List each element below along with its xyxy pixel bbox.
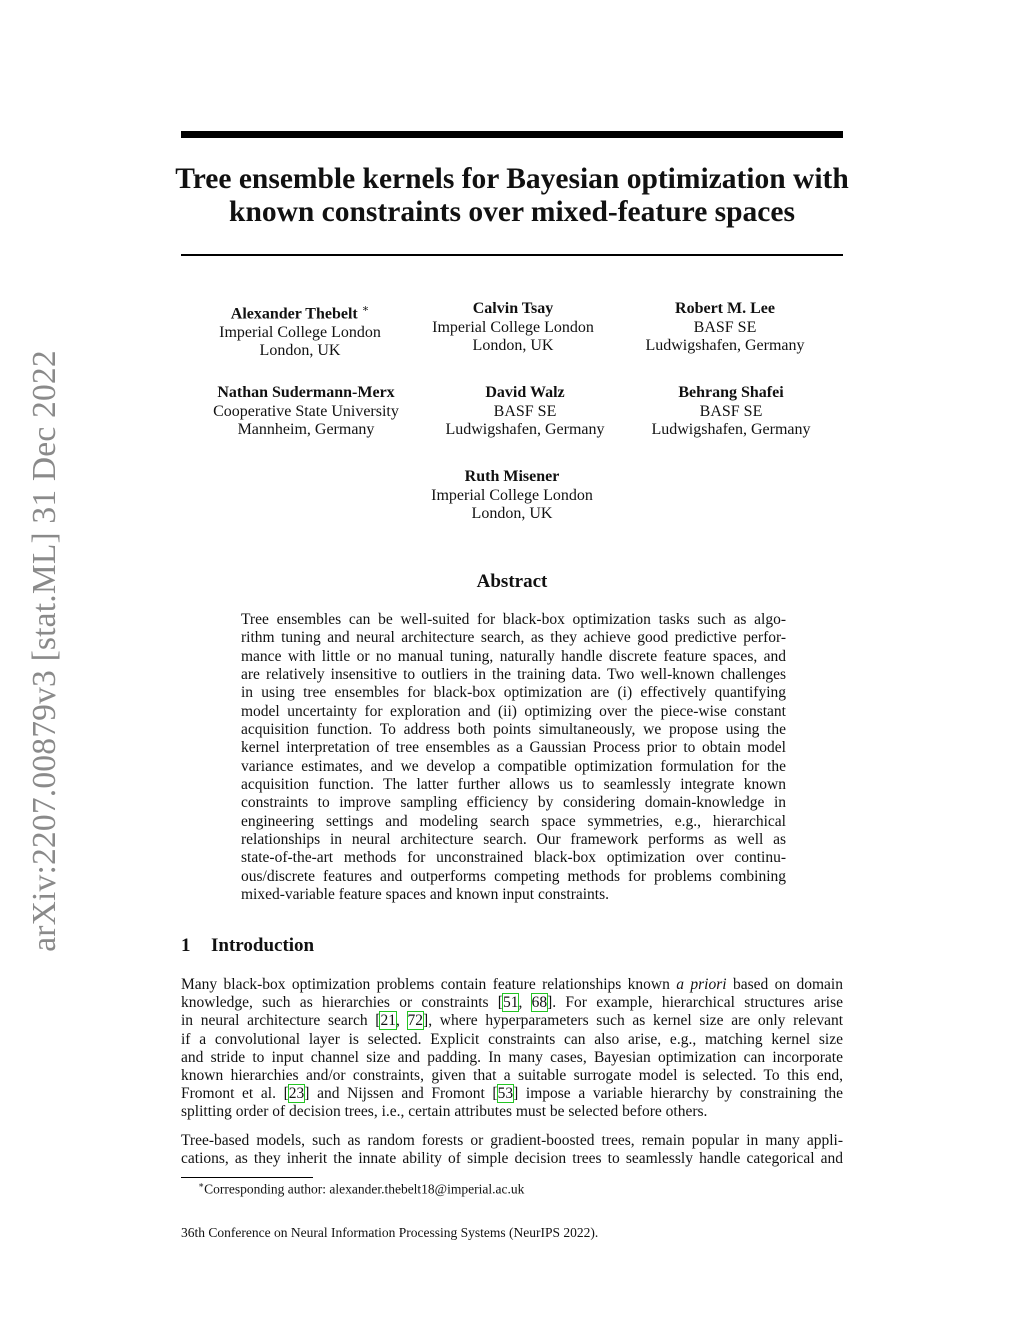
title-line-2: known constraints over mixed-feature spaces — [229, 196, 795, 228]
abstract-line: model uncertainty for exploration and (ii) optimizing over the piece-wise constant — [241, 702, 786, 720]
abstract-line: kernel interpretation of tree ensembles as a Gaussian Process prior to obtain model — [241, 739, 786, 757]
author-name: David Walz — [485, 384, 565, 401]
abstract-line: variance estimates, and we develop a compatible optimization formulation for the — [241, 757, 786, 775]
paragraph-line: in neural architecture search [21, 72], where hyperparameters such as kernel size are only relevant — [181, 1012, 844, 1030]
author-location: London, UK — [472, 337, 554, 354]
author-name: Alexander Thebelt ∗ — [230, 303, 370, 323]
arxiv-identifier-stamp — [17, 345, 73, 957]
abstract-line: ous/discrete features and outperforms competing methods for problems combining — [241, 867, 786, 885]
venue-note: 36th Conference on Neural Information Processing Systems (NeurIPS 2022). — [181, 1225, 599, 1240]
author-location: Ludwigshafen, Germany — [645, 337, 805, 354]
abstract-line: state-of-the-art methods for unconstrained black-box optimization over continu- — [241, 849, 786, 867]
paragraph-line: known hierarchies and/or constraints, given that a suitable surrogate model is selected. To this end, — [181, 1066, 843, 1084]
abstract-line: acquisition function. To address both points simultaneously, we propose using the — [241, 720, 786, 738]
author-location: Ludwigshafen, Germany — [445, 421, 605, 438]
abstract-body — [241, 611, 786, 904]
paragraph-line: Tree-based models, such as random forests or gradient-boosted trees, remain popular in many appli- — [181, 1132, 843, 1149]
author-location: London, UK — [259, 342, 341, 360]
paragraph-line: cations, as they inherit the innate ability of simple decision trees to seamlessly handle categorical and — [181, 1150, 843, 1168]
footnote-rule — [181, 1177, 313, 1178]
paragraph-line: knowledge, such as hierarchies or constraints [51, 68]. For example, hierarchical structures arise — [181, 994, 844, 1012]
arxiv-identifier-text: arXiv:2207.00879v3 [stat.ML] 31 Dec 2022 — [26, 350, 64, 952]
citation-link[interactable]: 51 — [502, 994, 519, 1012]
author-block-7 — [397, 468, 627, 524]
abstract-line: acquisition function. The latter further allows us to seamlessly integrate known — [241, 775, 786, 793]
author-name: Nathan Sudermann-Merx — [217, 384, 395, 401]
citation-link[interactable]: 21 — [380, 1012, 396, 1030]
author-block-4 — [191, 384, 421, 440]
section-number: 1 — [181, 935, 191, 956]
abstract-line: are relatively insensitive to outliers in the training data. Two well-known challenges — [241, 665, 786, 683]
intro-paragraph-1 — [181, 976, 843, 1122]
author-affiliation: Cooperative State University — [213, 402, 399, 420]
citation-link[interactable]: 23 — [288, 1085, 305, 1103]
author-block-5 — [410, 384, 640, 440]
author-name: Robert M. Lee — [675, 300, 775, 317]
abstract-line: mance with little or no manual tuning, naturally handle discrete feature spaces, and — [241, 647, 786, 665]
footnote-marker: ∗ — [198, 1180, 205, 1190]
author-affiliation: BASF SE — [699, 402, 763, 420]
author-location: Mannheim, Germany — [237, 421, 375, 438]
title-bottom-rule — [181, 254, 843, 256]
paragraph-line: if a convolutional layer is selected. Explicit constraints can also arise, e.g., matching kernel size — [181, 1030, 843, 1048]
author-name: Ruth Misener — [464, 468, 560, 485]
author-block-6 — [616, 384, 846, 440]
title-line-1: Tree ensemble kernels for Bayesian optimization with — [175, 163, 849, 195]
section-heading-introduction — [181, 935, 314, 957]
citation-link[interactable]: 72 — [407, 1012, 424, 1030]
citation-link[interactable]: 53 — [497, 1085, 514, 1103]
author-affiliation: Imperial College London — [432, 318, 594, 336]
author-affiliation: Imperial College London — [219, 323, 381, 341]
paragraph-line: Fromont et al. [23] and Nijssen and Fromont [53] impose a variable hierarchy by constraining the — [181, 1085, 843, 1103]
footnote-text: Corresponding author: alexander.thebelt18@imperial.ac.uk — [204, 1181, 525, 1197]
abstract-line: mixed-variable feature spaces and known input constraints. — [241, 885, 610, 903]
paper-title — [160, 163, 864, 229]
citation-link[interactable]: 68 — [531, 994, 548, 1012]
author-block-1 — [185, 300, 415, 361]
abstract-line: Tree ensembles can be well-suited for black-box optimization tasks such as algo- — [241, 611, 786, 628]
author-block-2 — [398, 300, 628, 356]
paragraph-line: Many black-box optimization problems contain feature relationships known a priori based on domain — [181, 976, 843, 993]
abstract-line: rithm tuning and neural architecture search, as they achieve good predictive perfor- — [241, 629, 786, 647]
abstract-line: engineering settings and modeling search space symmetries, e.g., hierarchical — [241, 812, 786, 830]
author-affiliation: Imperial College London — [431, 486, 593, 504]
author-name: Calvin Tsay — [472, 300, 554, 317]
abstract-line: constraints to improve sampling efficiency by considering domain-knowledge in — [241, 794, 786, 812]
abstract-heading: Abstract — [476, 571, 548, 592]
author-location: London, UK — [471, 505, 553, 522]
author-name: Behrang Shafei — [678, 384, 784, 401]
abstract-line: in using tree ensembles for black-box optimization are (i) effectively quantifying — [241, 684, 786, 702]
author-affiliation: BASF SE — [493, 402, 557, 420]
author-affiliation: BASF SE — [693, 318, 757, 336]
section-title: Introduction — [211, 935, 315, 956]
title-top-rule — [181, 131, 843, 138]
intro-paragraph-2 — [181, 1132, 843, 1168]
footnote — [198, 1180, 524, 1198]
author-location: Ludwigshafen, Germany — [651, 421, 811, 438]
paragraph-line: splitting order of decision trees, i.e., certain attributes must be selected before others. — [181, 1103, 708, 1121]
author-block-3 — [610, 300, 840, 356]
abstract-line: relationships in neural architecture search. Our framework performs as well as — [241, 830, 786, 848]
footnote-marker: ∗ — [361, 303, 370, 315]
paragraph-line: and stride to input channel size and padding. In many cases, Bayesian optimization can incorporate — [181, 1048, 843, 1066]
